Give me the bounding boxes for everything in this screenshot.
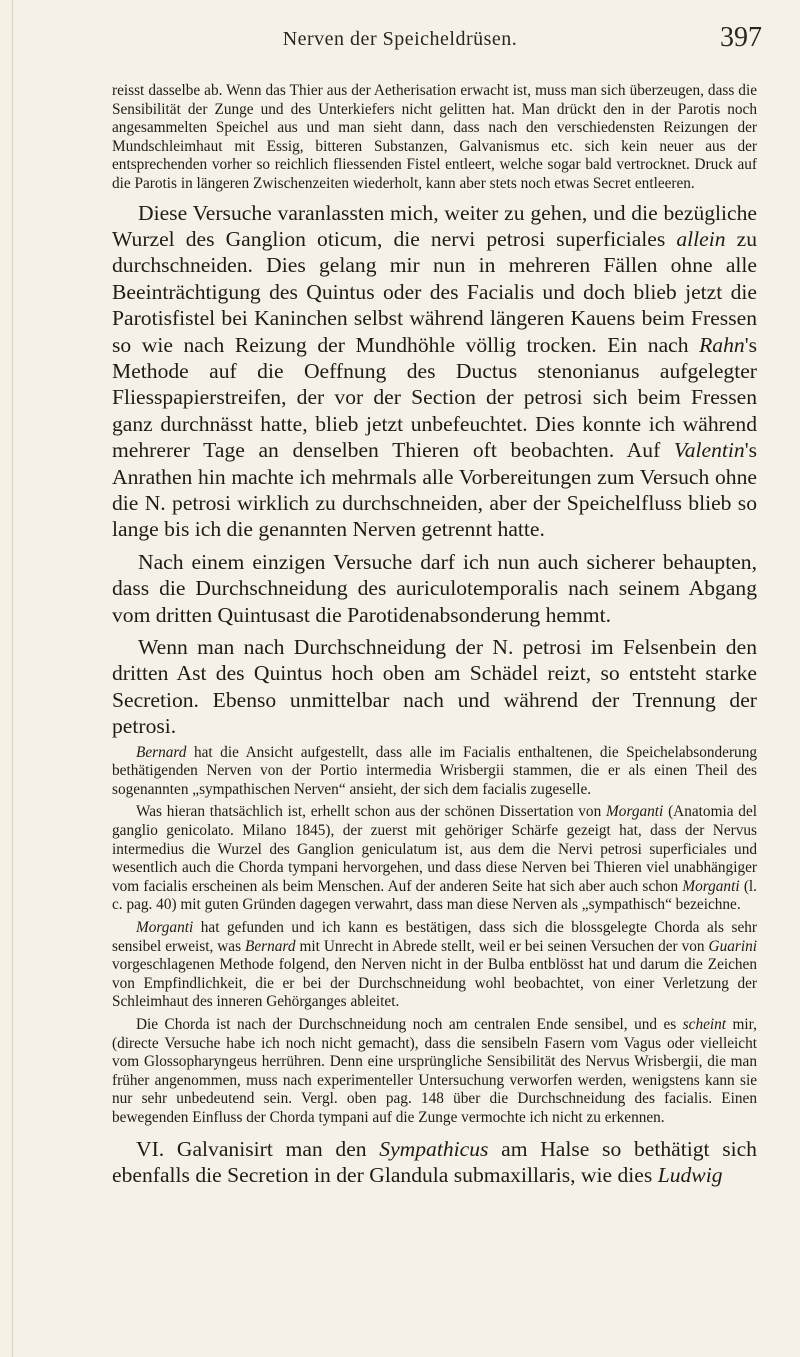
- text-run: 's Methode auf die Oeffnung des Ductus stenonianus aufgelegter Fliesspapierstreifen, der vor der Section der petrosi sich beim Fressen ganz durchnässt hatte, blieb jetzt unbefeuchtet. Dies konnte ich während mehrerer Tage an denselben Thieren oft beobachten. Auf: [112, 332, 757, 463]
- text-run: 's Anrathen hin machte ich mehrmals alle Vorbereitungen zum Versuch ohne die N. petrosi wirklich zu durchschneiden, aber der Speichelfluss blieb so lange bis ich die genannten Nerven getrennt hatte.: [112, 438, 757, 542]
- italic-name: Ludwig: [657, 1162, 723, 1187]
- italic-name: Valentin: [673, 438, 745, 463]
- running-header: [0, 22, 800, 58]
- text-run: zu durchschneiden. Dies gelang mir nun in mehreren Fällen ohne alle Beeinträchtigung des Quintus oder des Facialis und doch blieb jetzt die Parotisfistel bei Kaninchen selbst während längeren Kauens beim Fressen so wie nach Reizung der Mundhöhle völlig trocken. Ein nach: [112, 226, 757, 357]
- body-paragraph: [112, 1016, 757, 1128]
- italic-name: Sympathicus: [379, 1136, 489, 1161]
- italic-name: Morganti: [682, 877, 740, 895]
- text-run: Diese Versuche varanlassten mich, weiter zu gehen, und die bezügliche Wurzel des Ganglion oticum, die nervi petrosi superficiales: [112, 200, 757, 251]
- text-run: Wenn man nach Durchschneidung der N. petrosi im Felsenbein den dritten Ast des Quintus hoch oben am Schädel reizt, so entsteht starke Secretion. Ebenso unmittelbar nach und während der Trennung der petrosi.: [112, 635, 757, 739]
- text-run: mir, (directe Versuche habe ich noch nicht gemacht), dass die sensibeln Fasern vom Vagus oder vielleicht vom Glossopharyngeus herrühren. Denn eine ursprüngliche Sensibilität des Nervus Wrisbergii, die man früher angenommen, muss nach experimenteller Untersuchung verworfen werden, wenigstens kann sie nur sehr unbedeutend sein. Vergl. oben pag. 148 über die Durchschneidung des facialis. Einen bewegenden Einfluss der Chorda tympani auf die Zunge vermochte ich nicht zu erkennen.: [112, 1016, 757, 1126]
- body-paragraph: [112, 919, 757, 1012]
- italic-name: Morganti: [606, 803, 664, 821]
- italic-name: Bernard: [245, 937, 296, 955]
- text-run: Die Chorda ist nach der Durchschneidung noch am centralen Ende sensibel, und es: [136, 1016, 683, 1033]
- text-run: (l. c. pag. 40) mit guten Gründen dagegen verwahrt, dass man diese Nerven als „sympathisch“ bezeichne.: [112, 877, 757, 914]
- italic-name: allein: [676, 226, 726, 251]
- body-paragraph: [112, 200, 757, 543]
- text-run: hat die Ansicht aufgestellt, dass alle im Facialis enthaltenen, die Speichelabsonderung bethätigenden Nerven von der Portio intermedia Wrisbergii stammen, die er als einen Theil des sogenannten „sympathischen Nerven“ ansieht, der sich dem facialis zugeselle.: [112, 743, 757, 798]
- text-run: hat gefunden und ich kann es bestätigen, dass sich die blossgelegte Chorda als sehr sensibel erweist, was: [112, 919, 757, 955]
- body-paragraph: [112, 82, 757, 194]
- text-run: reisst dasselbe ab. Wenn das Thier aus der Aetherisation erwacht ist, muss man sich überzeugen, dass die Sensibilität der Zunge und des Unterkiefers nicht gelitten hat. Man drückt den in der Parotis noch angesammelten Speichel aus und man sieht dann, dass nach den verschiedensten Reizungen der Mundschleimhaut mit Essig, bitteren Substanzen, Galvanismus etc. sich kein neuer aus der entsprechenden vorher so reichlich fliessenden Fistel entleert, welche sogar bald vertrocknet. Druck auf die Parotis in längeren Zwischenzeiten wiederholt, kann aber stets noch etwas Secret entleeren.: [112, 82, 757, 192]
- page-number: 397: [720, 22, 762, 53]
- italic-name: Rahn: [699, 332, 745, 357]
- body-paragraph: [112, 549, 757, 628]
- section-heading-paragraph: [112, 1136, 757, 1189]
- text-run: am Halse so bethätigt sich ebenfalls die Secretion in der Glandula submaxillaris, wie dies: [112, 1136, 757, 1187]
- body-paragraph: [112, 634, 757, 740]
- text-run: (Anatomia del ganglio genicolato. Milano 1845), der zuerst mit gehöriger Schärfe gezeigt hat, dass der Nervus intermedius die Wurzel des Ganglion geniculatum ist, aus dem die Nervi petrosi superficiales und wesentlich auch die Chorda tympani hervorgehen, und dass diese Nerven bei Thieren viel unabhängiger vom facialis erscheinen als beim Menschen. Auf der anderen Seite hat sich aber auch schon: [112, 803, 757, 895]
- text-run: VI. Galvanisirt man den: [136, 1136, 380, 1161]
- text-run: vorgeschlagenen Methode folgend, den Nerven nicht in der Bulba entblösst hat und darum die Zeichen von Empfindlichkeit, die er bei der Durchschneidung wohl beobachtet, von einer Verletzung der Schleimhaut des inneren Gehörganges ableitet.: [112, 956, 757, 1011]
- italic-name: scheint: [682, 1016, 727, 1033]
- text-run: Nach einem einzigen Versuche darf ich nun auch sicherer behaupten, dass die Durchschneidung des auriculotemporalis nach seinem Abgang vom dritten Quintusast die Parotidenabsonderung hemmt.: [112, 549, 757, 627]
- italic-name: Bernard: [136, 743, 187, 761]
- body-paragraph: [112, 803, 757, 915]
- text-run: mit Unrecht in Abrede stellt, weil er bei seinen Versuchen der von: [295, 937, 709, 955]
- text-run: Was hieran thatsächlich ist, erhellt schon aus der schönen Dissertation von: [136, 803, 607, 821]
- italic-name: Morganti: [136, 919, 194, 937]
- running-title: Nerven der Speicheldrüsen.: [282, 28, 518, 50]
- italic-name: Guarini: [708, 937, 757, 955]
- page-edge-shadow: [12, 0, 13, 1357]
- page-body: [112, 82, 757, 1188]
- body-paragraph: [112, 744, 757, 800]
